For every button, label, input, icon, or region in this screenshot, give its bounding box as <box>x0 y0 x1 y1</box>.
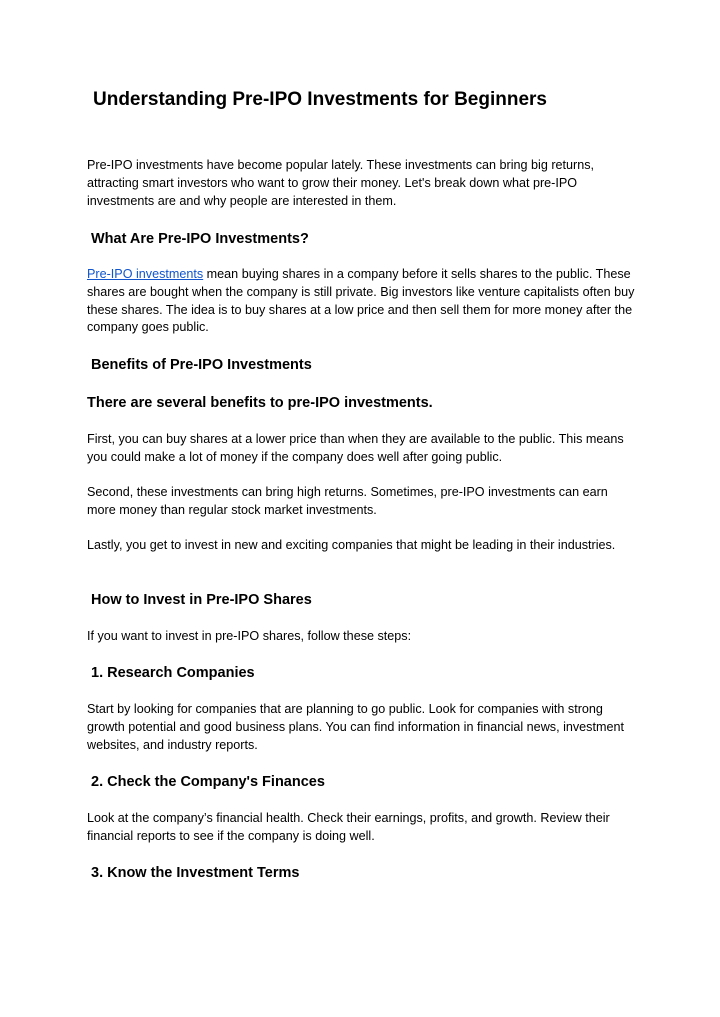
benefit-paragraph-3: Lastly, you get to invest in new and exciting companies that might be leading in their industries. <box>87 538 616 552</box>
heading-how-to-invest: How to Invest in Pre-IPO Shares <box>91 592 312 608</box>
page-title: Understanding Pre-IPO Investments for Beginners <box>93 89 547 110</box>
benefit-paragraph-1: First, you can buy shares at a lower price than when they are available to the public. This means you could make a lot of money if the company does well after going public. <box>87 432 624 464</box>
what-are-body-text: mean buying shares in a company before it sells shares to the public. These shares are bought when the company is still private. Big investors like venture capitalists often buy these shares. The idea is to buy shares at a low price and then sell them for more money after the company goes public. <box>87 267 635 335</box>
heading-step-1: 1. Research Companies <box>91 665 255 681</box>
step-1-paragraph: Start by looking for companies that are planning to go public. Look for companies with strong growth potential and good business plans. You can find information in financial news, investment websites, and industry reports. <box>87 702 624 752</box>
intro-paragraph: Pre-IPO investments have become popular lately. These investments can bring big returns, attracting smart investors who want to grow their money. Let's break down what pre-IPO investments are and why people are interested in them. <box>87 158 595 208</box>
heading-benefits: Benefits of Pre-IPO Investments <box>91 357 312 373</box>
how-to-invest-intro: If you want to invest in pre-IPO shares, follow these steps: <box>87 629 412 643</box>
benefit-paragraph-2: Second, these investments can bring high returns. Sometimes, pre-IPO investments can earn more money than regular stock market investments. <box>87 485 608 517</box>
what-are-paragraph <box>87 266 637 337</box>
step-2-paragraph: Look at the company’s financial health. Check their earnings, profits, and growth. Review their financial reports to see if the company is doing well. <box>87 811 610 843</box>
subheading-several-benefits: There are several benefits to pre-IPO investments. <box>87 395 433 411</box>
pre-ipo-investments-link[interactable]: Pre-IPO investments <box>87 267 204 281</box>
heading-step-2: 2. Check the Company's Finances <box>91 774 325 790</box>
heading-step-3: 3. Know the Investment Terms <box>91 865 300 881</box>
heading-what-are-pre-ipo: What Are Pre-IPO Investments? <box>91 231 309 247</box>
